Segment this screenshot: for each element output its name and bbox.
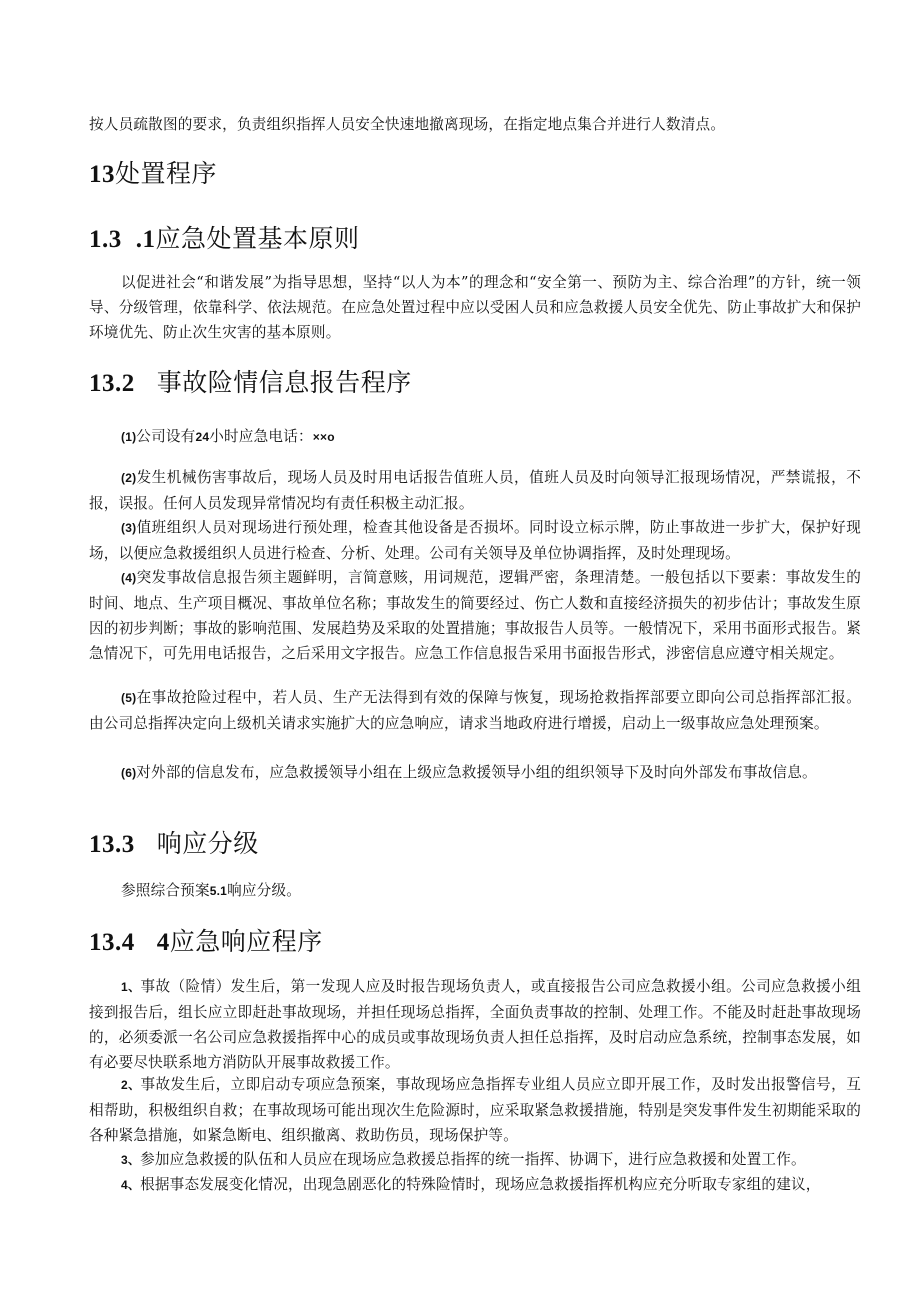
report-item-1-text: 公司设有 xyxy=(136,428,196,445)
report-item-4-marker: (4) xyxy=(121,571,137,585)
heading-13-number: 13 xyxy=(89,161,115,188)
report-item-6-marker: (6) xyxy=(121,766,137,780)
report-item-2-text: 发生机械伤害事故后，现场人员及时用电话报告值班人员，值班人员及时向领导汇报现场情况，严禁谎报，不报，误报。任何人员发现异常情况均有责任积极主动汇报。 xyxy=(89,469,861,512)
heading-13-2-number: 13.2 xyxy=(89,370,135,397)
heading-13-4 xyxy=(89,925,323,960)
report-item-3-marker: (3) xyxy=(121,521,137,535)
heading-13-3-number: 13.3 xyxy=(89,831,135,858)
heading-13-1-title: 应急处置基本原则 xyxy=(155,224,360,253)
report-item-6 xyxy=(89,760,861,786)
heading-13-3 xyxy=(89,827,259,862)
response-item-4-marker: 4、 xyxy=(121,1178,141,1192)
response-level-paragraph xyxy=(89,878,861,904)
report-item-5 xyxy=(89,685,861,736)
response-level-section-ref: 5.1 xyxy=(209,884,228,898)
response-item-3-text: 参加应急救援的队伍和人员应在现场应急救援总指挥的统一指挥、协调下，进行应急救援和处置工作。 xyxy=(140,1151,806,1168)
principle-paragraph: 以促进社会“和谐发展”为指导思想，坚持“以人为本”的理念和“安全第一、预防为主、综合治理”的方针，统一领导、分级管理，依靠科学、依法规范。在应急处置过程中应以受困人员和应急救援人员安全优先、防止事故扩大和保护环境优先、防止次生灾害的基本原则。 xyxy=(89,274,861,341)
report-item-5-marker: (5) xyxy=(121,691,137,705)
report-item-2 xyxy=(89,465,861,516)
response-item-2 xyxy=(89,1072,861,1148)
response-item-3 xyxy=(89,1147,861,1173)
response-level-text-a: 参照综合预案 xyxy=(121,882,210,899)
response-item-4 xyxy=(89,1172,861,1198)
response-item-1 xyxy=(89,974,861,1075)
response-item-2-text: 事故发生后，立即启动专项应急预案，事故现场应急指挥专业组人员应立即开展工作，及时发出报警信号，互相帮助，积极组织自救；在事故现场可能出现次生危险源时，应采取紧急救援措施，特别是突发事件发生初期能采取的各种紧急措施，如紧急断电、组织撤离、救助伤员，现场保护等。 xyxy=(89,1076,861,1144)
response-item-2-marker: 2、 xyxy=(121,1078,141,1092)
report-item-3 xyxy=(89,515,861,566)
report-item-1-marker: (1) xyxy=(121,430,137,444)
report-item-6-text: 对外部的信息发布，应急救援领导小组在上级应急救援领导小组的组织领导下及时向外部发布事故信息。 xyxy=(136,764,817,781)
heading-13-2-title: 事故险情信息报告程序 xyxy=(156,368,412,397)
heading-13-1-number-suffix: .1 xyxy=(135,226,156,253)
report-item-3-text: 值班组织人员对现场进行预处理，检查其他设备是否损坏。同时设立标示牌，防止事故进一步扩大，保护好现场，以便应急救援组织人员进行检查、分析、处理。公司有关领导及单位协调指挥，及时处理现场。 xyxy=(89,519,861,562)
report-item-2-marker: (2) xyxy=(121,471,137,485)
report-item-1-phone: ××o xyxy=(312,430,335,444)
heading-13-3-title: 响应分级 xyxy=(156,829,259,858)
response-item-4-text: 根据事态发展变化情况，出现急剧恶化的特殊险情时，现场应急救援指挥机构应充分听取专家组的建议， xyxy=(140,1176,821,1193)
heading-13-2 xyxy=(89,366,412,401)
heading-13-1 xyxy=(89,222,360,257)
report-item-1-text2: 小时应急电话： xyxy=(209,428,313,445)
heading-13-title: 处置程序 xyxy=(115,159,218,188)
response-item-3-marker: 3、 xyxy=(121,1153,141,1167)
report-item-1-hours: 24 xyxy=(195,430,210,444)
report-item-4-text: 突发事故信息报告须主题鲜明，言简意赅，用词规范，逻辑严密，条理清楚。一般包括以下要素：事故发生的时间、地点、生产项目概况、事故单位名称；事故发生的简要经过、伤亡人数和直接经济损失的初步估计；事故发生原因的初步判断；事故的影响范围、发展趋势及采取的处置措施；事故报告人员等。一般情况下，采用书面形式报告。紧急情况下，可先用电话报告，之后采用文字报告。应急工作信息报告采用书面报告形式，涉密信息应遵守相关规定。 xyxy=(89,569,861,662)
report-item-1 xyxy=(89,424,861,450)
response-level-text-b: 响应分级。 xyxy=(227,882,302,899)
heading-13 xyxy=(89,157,217,192)
heading-13-4-number: 13.4 xyxy=(89,929,135,956)
heading-13-4-title: 应急响应程序 xyxy=(169,927,323,956)
heading-13-4-number-suffix: 4 xyxy=(156,929,170,956)
intro-paragraph: 按人员疏散图的要求，负责组织指挥人员安全快速地撤离现场，在指定地点集合并进行人数清点。 xyxy=(89,116,726,133)
report-item-4 xyxy=(89,565,861,666)
response-item-1-text: 事故（险情）发生后，第一发现人应及时报告现场负责人，或直接报告公司应急救援小组。公司应急救援小组接到报告后，组长应立即赶赴事故现场，并担任现场总指挥，全面负责事故的控制、处理工作。不能及时赶赴事故现场的，必须委派一名公司应急救援指挥中心的成员或事故现场负责人担任总指挥，及时启动应急系统，控制事态发展，如有必要尽快联系地方消防队开展事故救援工作。 xyxy=(89,978,861,1071)
report-item-5-text: 在事故抢险过程中，若人员、生产无法得到有效的保障与恢复，现场抢救指挥部要立即向公司总指挥部汇报。由公司总指挥决定向上级机关请求实施扩大的应急响应，请求当地政府进行增援，启动上一级事故应急处理预案。 xyxy=(89,689,861,732)
response-item-1-marker: 1、 xyxy=(121,980,141,994)
heading-13-1-number: 1.3 xyxy=(89,226,122,253)
